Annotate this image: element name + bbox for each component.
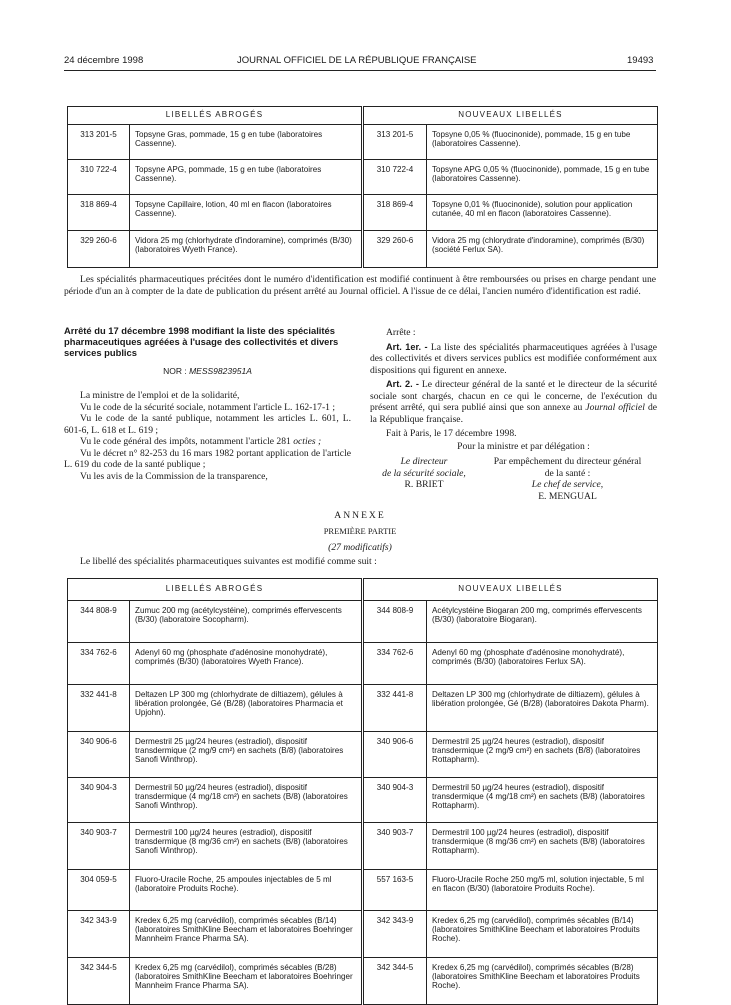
new-label-cell: Dermestril 50 µg/24 heures (estradiol), dispositif transdermique (4 mg/18 cm²) en sachets (B/8) (laboratoires Rottapharm).	[427, 778, 658, 823]
new-label-cell: Acétylcystéine Biogaran 200 mg, comprimés effervescents (B/30) (laboratoire Biogaran).	[427, 601, 658, 643]
col-header-old: LIBELLÉS ABROGÉS	[68, 579, 363, 601]
new-label-cell: Topsyne 0,01 % (fluocinonide), solution pour application cutanée, 40 ml en flacon (laboratoires Cassenne).	[427, 195, 658, 231]
sig-right-4: E. MENGUAL	[538, 490, 597, 502]
arrete-label: Arrête :	[386, 327, 416, 338]
article-2-text-a: Le directeur général de la santé et le directeur de la sécurité sociale sont chargés, chacun en ce qui le concerne, de l'exécution du présent arrêté, qui sera publié ainsi que son annexe au	[370, 379, 657, 413]
table-row	[68, 125, 658, 160]
new-code-cell: 310 722-4	[363, 160, 427, 195]
new-code-cell: 329 260-6	[363, 231, 427, 268]
new-code-cell: 318 869-4	[363, 195, 427, 231]
col-header-new: NOUVEAUX LIBELLÉS	[363, 107, 658, 125]
vu-3	[64, 436, 351, 448]
table-row	[68, 911, 658, 958]
new-code-cell: 557 163-5	[363, 870, 427, 911]
sig-right-1: Par empêchement du directeur général	[493, 456, 642, 467]
old-code-cell: 344 808-9	[68, 601, 130, 643]
header-page-number: 19493	[627, 55, 654, 66]
table-row	[68, 778, 658, 823]
table-row	[68, 958, 658, 1005]
article-2-text-b: de la République française.	[370, 402, 657, 425]
old-label-cell: Adenyl 60 mg (phosphate d'adénosine monohydraté), comprimés (B/30) (laboratoires Wyeth France).	[130, 643, 363, 685]
new-label-cell: Kredex 6,25 mg (carvédilol), comprimés sécables (B/28) (laboratoires SmithKline Beecham et laboratoires Produits Roche).	[427, 958, 658, 1005]
intro-line: La ministre de l'emploi et de la solidarité,	[80, 390, 240, 401]
old-code-cell: 342 343-9	[68, 911, 130, 958]
fait-line: Fait à Paris, le 17 décembre 1998.	[386, 428, 517, 439]
signatures	[370, 456, 657, 502]
old-code-cell: 304 059-5	[68, 870, 130, 911]
table-row	[68, 160, 658, 195]
old-label-cell: Kredex 6,25 mg (carvédilol), comprimés sécables (B/28) (laboratoires SmithKline Beecham et laboratoires Boehringer Mannheim France Pharma SA).	[130, 958, 363, 1005]
pour-line: Pour la ministre et par délégation :	[457, 440, 590, 452]
sig-right-3: Le chef de service,	[531, 479, 604, 490]
old-code-cell: 334 762-6	[68, 643, 130, 685]
table-modifications-1	[67, 106, 658, 268]
annexe-title: ANNEXE	[334, 510, 386, 521]
col-header-new: NOUVEAUX LIBELLÉS	[363, 579, 658, 601]
old-code-cell: 310 722-4	[68, 160, 130, 195]
old-label-cell: Topsyne Capillaire, lotion, 40 ml en flacon (laboratoires Cassenne).	[130, 195, 363, 231]
new-code-cell: 313 201-5	[363, 125, 427, 160]
vu-3-text: Vu le code général des impôts, notamment l'article 281	[80, 436, 291, 447]
old-code-cell: 340 903-7	[68, 823, 130, 870]
new-code-cell: 332 441-8	[363, 685, 427, 732]
vu-5: Vu les avis de la Commission de la transparence,	[80, 470, 268, 482]
old-label-cell: Zumuc 200 mg (acétylcystéine), comprimés effervescents (B/30) (laboratoire Socopharm).	[130, 601, 363, 643]
sig-left-1: Le directeur	[400, 456, 448, 467]
table-row	[68, 231, 658, 268]
new-label-cell: Dermestril 25 µg/24 heures (estradiol), dispositif transdermique (2 mg/9 cm²) en sachets (B/8) (laboratoires Rottapharm).	[427, 732, 658, 778]
note-text: Les spécialités pharmaceutiques précitées dont le numéro d'identification est modifié continuent à être remboursées ou prises en charge pendant une période d'un an à compter de la date de publication du présent arrêté au Journal officiel. A l'issue de ce délai, l'ancien numéro d'identification est radié.	[64, 274, 656, 297]
sig-left-3: R. BRIET	[404, 479, 444, 490]
old-label-cell: Fluoro-Uracile Roche, 25 ampoules injectables de 5 ml (laboratoire Produits Roche).	[130, 870, 363, 911]
old-label-cell: Topsyne Gras, pommade, 15 g en tube (laboratoires Cassenne).	[130, 125, 363, 160]
signature-left	[370, 456, 478, 502]
note-paragraph	[64, 274, 656, 297]
new-label-cell: Adenyl 60 mg (phosphate d'adénosine monohydraté), comprimés (B/30) (laboratoires Ferlux SA).	[427, 643, 658, 685]
header-rule	[64, 70, 656, 71]
table-row	[68, 823, 658, 870]
old-label-cell: Kredex 6,25 mg (carvédilol), comprimés sécables (B/14) (laboratoires SmithKline Beecham et laboratoires Boehringer Mannheim France Pharma SA).	[130, 911, 363, 958]
new-label-cell: Kredex 6,25 mg (carvédilol), comprimés sécables (B/14) (laboratoires SmithKline Beecham et laboratoires Produits Roche).	[427, 911, 658, 958]
new-label-cell: Vidora 25 mg (chlorydrate d'indoramine), comprimés (B/30) (société Ferlux SA).	[427, 231, 658, 268]
article-1-label: Art. 1er. -	[386, 341, 428, 352]
new-code-cell: 334 762-6	[363, 643, 427, 685]
arrete-title: Arrêté du 17 décembre 1998 modifiant la liste des spécialités pharmaceutiques agréées à l'usage des collectivités et divers services publics	[64, 325, 339, 358]
vu-4: Vu le décret n° 82-253 du 16 mars 1982 portant application de l'article L. 619 du code de la santé publique ;	[64, 447, 351, 470]
article-2-label: Art. 2. -	[386, 379, 419, 389]
new-code-cell: 340 903-7	[363, 823, 427, 870]
vu-1: Vu le code de la sécurité sociale, notamment l'article L. 162-17-1 ;	[80, 401, 336, 413]
article-1	[370, 342, 657, 377]
nor-line	[64, 366, 351, 376]
nor-code: MESS9823951A	[189, 366, 252, 376]
header-date: 24 décembre 1998	[64, 55, 144, 66]
annexe-part: PREMIÈRE PARTIE	[323, 526, 397, 536]
old-code-cell: 332 441-8	[68, 685, 130, 732]
table-row	[68, 601, 658, 643]
annexe-count: (27 modificatifs)	[328, 542, 392, 553]
article-1-text: La liste des spécialités pharmaceutiques agréées à l'usage des collectivités et divers services publics est modifiée conformément aux dispositions qui figurent en annexe.	[370, 341, 658, 376]
old-label-cell: Dermestril 100 µg/24 heures (estradiol), dispositif transdermique (8 mg/36 cm²) en sachets (B/8) (laboratoires Sanofi Winthrop).	[130, 823, 363, 870]
new-code-cell: 342 343-9	[363, 911, 427, 958]
old-code-cell: 329 260-6	[68, 231, 130, 268]
new-label-cell: Deltazen LP 300 mg (chlorhydrate de diltiazem), gélules à libération prolongée, Gé (B/28) (laboratoires Dakota Pharm).	[427, 685, 658, 732]
table-row	[68, 732, 658, 778]
new-label-cell: Topsyne APG 0,05 % (fluocinonide), pommade, 15 g en tube (laboratoires Cassenne).	[427, 160, 658, 195]
old-code-cell: 340 904-3	[68, 778, 130, 823]
sig-right-2: de la santé :	[544, 467, 591, 479]
old-code-cell: 340 906-6	[68, 732, 130, 778]
table-row	[68, 195, 658, 231]
old-code-cell: 313 201-5	[68, 125, 130, 160]
new-code-cell: 340 906-6	[363, 732, 427, 778]
signature-right	[478, 456, 657, 502]
header-title: JOURNAL OFFICIEL DE LA RÉPUBLIQUE FRANÇAISE	[237, 55, 477, 66]
table-row	[68, 643, 658, 685]
old-code-cell: 342 344-5	[68, 958, 130, 1005]
article-2	[370, 379, 657, 425]
old-label-cell: Dermestril 25 µg/24 heures (estradiol), dispositif transdermique (2 mg/9 cm²) en sachets (B/8) (laboratoires Sanofi Winthrop).	[130, 732, 363, 778]
old-code-cell: 318 869-4	[68, 195, 130, 231]
vu-3-octies: octies ;	[293, 436, 322, 447]
sig-left-2: de la sécurité sociale,	[382, 467, 466, 479]
vu-2: Vu le code de la santé publique, notamment les articles L. 601, L. 601-6, L. 618 et L. 619 ;	[64, 413, 351, 436]
old-label-cell: Vidora 25 mg (chlorhydrate d'indoramine), comprimés (B/30) (laboratoires Wyeth France).	[130, 231, 363, 268]
new-label-cell: Topsyne 0,05 % (fluocinonide), pommade, 15 g en tube (laboratoires Cassenne).	[427, 125, 658, 160]
arrete-left-column	[64, 325, 351, 482]
old-label-cell: Deltazen LP 300 mg (chlorhydrate de diltiazem), gélules à libération prolongée, Gé (B/28) (laboratoires Pharmacia et Upjohn).	[130, 685, 363, 732]
new-code-cell: 344 808-9	[363, 601, 427, 643]
new-label-cell: Fluoro-Uracile Roche 250 mg/5 ml, solution injectable, 5 ml en flacon (B/30) (laboratoire Produits Roche).	[427, 870, 658, 911]
new-label-cell: Dermestril 100 µg/24 heures (estradiol), dispositif transdermique (8 mg/36 cm²) en sachets (B/8) (laboratoires Rottapharm).	[427, 823, 658, 870]
arrete-right-column	[370, 327, 657, 502]
table-modifications-2	[67, 578, 658, 1005]
old-label-cell: Dermestril 50 µg/24 heures (estradiol), dispositif transdermique (4 mg/18 cm²) en sachets (B/8) (laboratoires Sanofi Winthrop).	[130, 778, 363, 823]
new-code-cell: 342 344-5	[363, 958, 427, 1005]
old-label-cell: Topsyne APG, pommade, 15 g en tube (laboratoires Cassenne).	[130, 160, 363, 195]
nor-label: NOR :	[163, 366, 187, 376]
article-2-journal: Journal officiel	[585, 402, 645, 413]
new-code-cell: 340 904-3	[363, 778, 427, 823]
table-row	[68, 685, 658, 732]
col-header-old: LIBELLÉS ABROGÉS	[68, 107, 363, 125]
annexe-intro: Le libellé des spécialités pharmaceutiques suivantes est modifié comme suit :	[80, 556, 377, 567]
table-row	[68, 870, 658, 911]
